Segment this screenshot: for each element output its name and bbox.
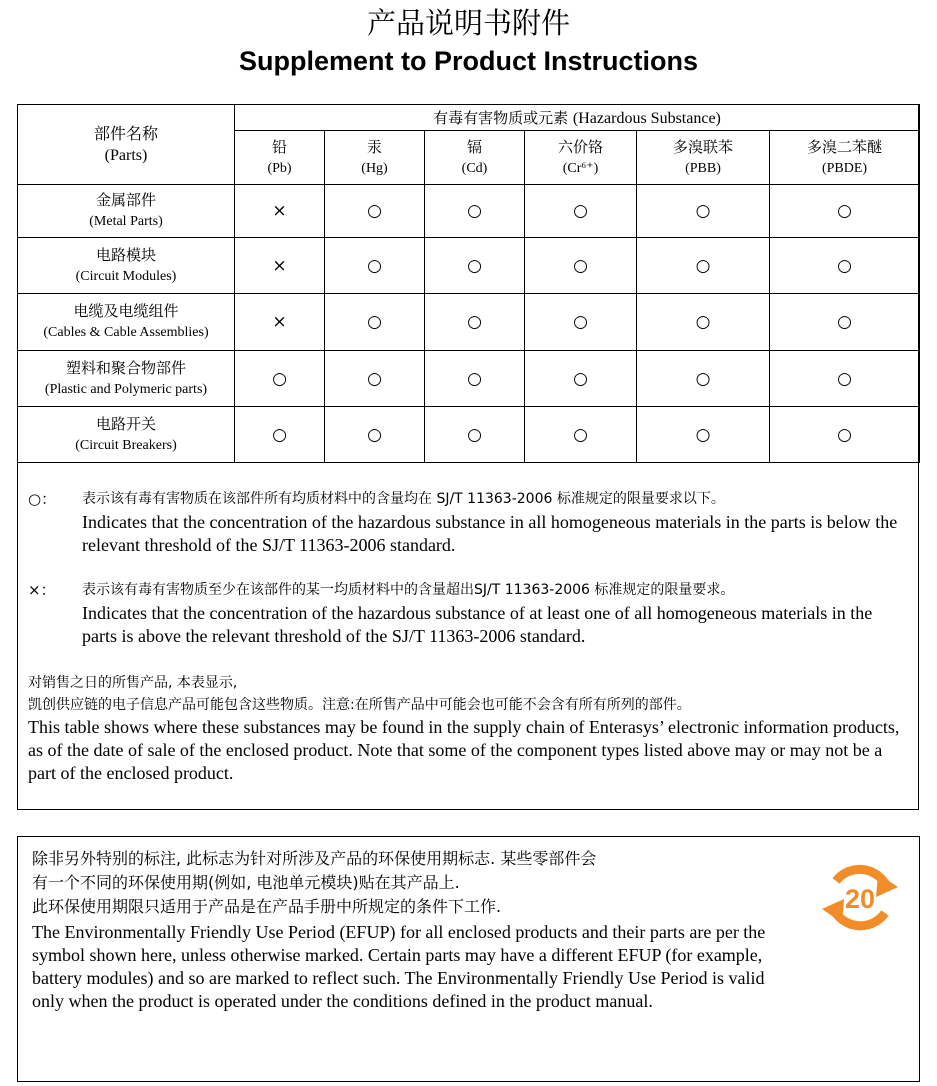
- table-row: [18, 238, 920, 294]
- substance-header-cell: [235, 131, 325, 185]
- substance-mark: ○: [770, 185, 920, 238]
- part-name-en: (Cables & Cable Assemblies): [43, 325, 209, 340]
- circle-note: [28, 487, 908, 557]
- hazard-header-cell: [235, 105, 920, 131]
- part-name-cell: [18, 407, 235, 463]
- substance-symbol: (Hg): [361, 160, 388, 176]
- table-scope-en: This table shows where these substances may be found in the supply chain of Enterasys’ electronic information products, as of the date of sale of the enclosed product. Note that some of the component types listed above may or may not be a part of the enclosed product.: [28, 717, 900, 783]
- logo-arrow-bottom: [822, 899, 844, 923]
- part-name-cell: [18, 351, 235, 407]
- substance-mark: ○: [325, 407, 425, 463]
- substance-symbol: (PBB): [685, 160, 721, 176]
- part-name-en: (Circuit Modules): [75, 268, 177, 284]
- cross-note-en: Indicates that the concentration of the hazardous substance of at least one of all homogeneous materials in the parts is above the relevant threshold of the SJ/T 11363-2006 standard.: [82, 603, 873, 646]
- substance-header-cell: [637, 131, 770, 185]
- circle-note-cn: 表示该有毒有害物质在该部件所有均质材料中的含量均在 SJ/T 11363-2006 标准规定的限量要求以下。: [82, 491, 725, 507]
- part-name-en: (Metal Parts): [89, 214, 163, 229]
- substance-symbol: (Cd): [461, 160, 488, 176]
- cross-note: [28, 578, 908, 648]
- table-row: [18, 185, 920, 238]
- substance-mark: ○: [325, 351, 425, 407]
- hazard-header-en: (Hazardous Substance): [572, 110, 721, 127]
- substance-symbol: (Cr⁶⁺): [562, 160, 599, 176]
- substance-mark: ○: [637, 185, 770, 238]
- substance-mark: ○: [235, 351, 325, 407]
- substance-mark: ○: [525, 238, 637, 294]
- cross-note-cn: 表示该有毒有害物质至少在该部件的某一均质材料中的含量超出SJ/T 11363-2006 标准规定的限量要求。: [82, 582, 735, 598]
- parts-header-cell: [18, 105, 235, 185]
- substance-mark: ○: [770, 238, 920, 294]
- substance-mark: ○: [770, 351, 920, 407]
- substance-header-cell: [525, 131, 637, 185]
- parts-header-en: (Parts): [104, 146, 148, 164]
- part-name-cell: [18, 185, 235, 238]
- substance-mark: ○: [770, 407, 920, 463]
- efup-text: [32, 847, 772, 1013]
- substance-mark: ○: [425, 351, 525, 407]
- circle-symbol: ○：: [28, 490, 57, 508]
- substance-name: 汞: [366, 137, 382, 156]
- page-title-cn: 产品说明书附件: [366, 6, 570, 40]
- substance-mark: ○: [325, 238, 425, 294]
- table-row: [18, 294, 920, 351]
- table-row: [18, 351, 920, 407]
- substance-name: 多溴二苯醚: [806, 137, 882, 156]
- substance-mark: ○: [425, 407, 525, 463]
- efup-en: The Environmentally Friendly Use Period (EFUP) for all enclosed products and their parts are per the symbol shown here, unless otherwise marked. Certain parts may have a different EFUP (for example, battery modules) and so are marked to reflect such. The Environmentally Friendly Use Period is valid only when the product is operated under the conditions defined in the product manual.: [32, 922, 766, 1011]
- substance-name: 多溴联苯: [672, 137, 733, 156]
- substance-name: 镉: [466, 137, 482, 156]
- table-scope-cn-2: 凯创供应链的电子信息产品可能包含这些物质。注意:在所售产品中可能会也可能不会含有所有所列的部件。: [28, 697, 691, 713]
- substance-name: 六价铬: [557, 137, 603, 156]
- hazardous-substance-table: [17, 104, 920, 463]
- table-scope-cn-1: 对销售之日的所售产品, 本表显示,: [28, 675, 238, 691]
- part-name-cn: 电路模块: [95, 245, 156, 264]
- substance-mark: ○: [637, 294, 770, 351]
- efup-cn-2: 有一个不同的环保使用期(例如, 电池单元模块)贴在其产品上.: [32, 873, 460, 892]
- table-header-row: [18, 105, 920, 131]
- substance-mark: ○: [525, 185, 637, 238]
- part-name-cn: 电路开关: [95, 414, 156, 433]
- part-name-en: (Plastic and Polymeric parts): [44, 381, 208, 397]
- substance-mark: ○: [425, 238, 525, 294]
- substance-mark: ○: [325, 185, 425, 238]
- substance-header-cell: [325, 131, 425, 185]
- substance-mark: ×: [235, 294, 325, 351]
- substance-header-cell: [770, 131, 920, 185]
- efup-section: [17, 836, 920, 1082]
- parts-header-cn: 部件名称: [93, 123, 158, 143]
- cross-symbol: ×：: [28, 581, 56, 599]
- substance-mark: ○: [425, 185, 525, 238]
- substance-mark: ○: [770, 294, 920, 351]
- table-scope-note: [28, 672, 908, 785]
- circle-note-en: Indicates that the concentration of the hazardous substance in all homogeneous materials in the parts is below the relevant threshold of the SJ/T 11363-2006 standard.: [82, 512, 898, 555]
- legend-notes: [28, 487, 908, 785]
- page-title-en: Supplement to Product Instructions: [238, 46, 698, 76]
- substance-mark: ○: [525, 351, 637, 407]
- substance-mark: ○: [637, 407, 770, 463]
- substance-mark: ○: [637, 351, 770, 407]
- efup-cn-3: 此环保使用期限只适用于产品是在产品手册中所规定的条件下工作.: [32, 897, 502, 916]
- substance-symbol: (PBDE): [821, 160, 868, 176]
- substance-symbol: (Pb): [267, 160, 292, 176]
- substance-mark: ○: [325, 294, 425, 351]
- logo-arrow-top: [876, 874, 898, 897]
- efup-recycle-logo-icon: [814, 857, 906, 939]
- substance-mark: ○: [425, 294, 525, 351]
- part-name-cn: 金属部件: [95, 191, 156, 209]
- part-name-cn: 塑料和聚合物部件: [65, 358, 186, 377]
- part-name-cn: 电缆及电缆组件: [73, 302, 179, 320]
- substance-mark: ○: [525, 294, 637, 351]
- hazardous-substance-section: [17, 104, 919, 810]
- table-row: [18, 407, 920, 463]
- efup-cn-1: 除非另外特别的标注, 此标志为针对所涉及产品的环保使用期标志. 某些零部件会: [32, 849, 597, 868]
- substance-mark: ○: [637, 238, 770, 294]
- substance-mark: ○: [525, 407, 637, 463]
- logo-number: 20: [844, 884, 876, 914]
- part-name-en: (Circuit Breakers): [75, 437, 177, 453]
- part-name-cell: [18, 238, 235, 294]
- hazard-header-cn: 有毒有害物质或元素: [433, 109, 569, 127]
- substance-header-cell: [425, 131, 525, 185]
- part-name-cell: [18, 294, 235, 351]
- substance-mark: ○: [235, 407, 325, 463]
- substance-mark: ×: [235, 185, 325, 238]
- substance-mark: ×: [235, 238, 325, 294]
- substance-name: 铅: [271, 137, 287, 156]
